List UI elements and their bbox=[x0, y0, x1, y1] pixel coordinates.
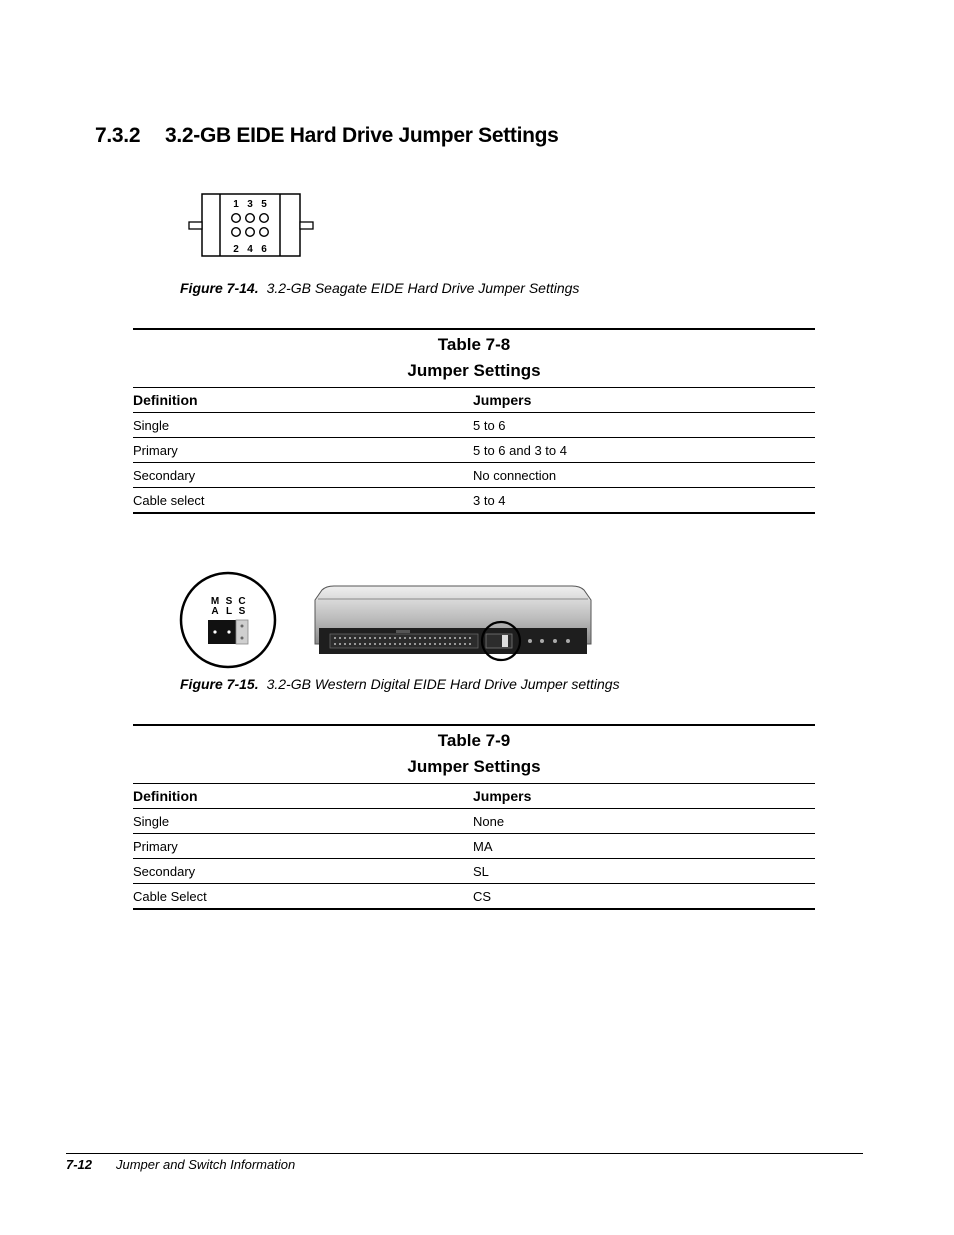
hard-drive-rear-view bbox=[312, 584, 594, 666]
jumper-pin bbox=[232, 214, 241, 223]
jumper-pin bbox=[227, 630, 230, 633]
jumpers-cell: No connection bbox=[473, 463, 815, 488]
jumper-settings-table bbox=[133, 724, 815, 910]
jumper-pin bbox=[241, 625, 244, 628]
jumper-pin bbox=[246, 214, 255, 223]
table-title: Jumper Settings bbox=[407, 757, 541, 776]
definition-cell: Single bbox=[133, 413, 473, 438]
pin-number-label: 5 bbox=[261, 199, 267, 210]
pin-number-label: 6 bbox=[261, 244, 267, 255]
jumpers-cell: CS bbox=[473, 884, 815, 910]
ide-connector bbox=[330, 634, 478, 648]
table-number: Table 7-8 bbox=[437, 335, 511, 354]
definition-cell: Primary bbox=[133, 438, 473, 463]
jumper-settings-table bbox=[133, 328, 815, 514]
section-title: 3.2-GB EIDE Hard Drive Jumper Settings bbox=[165, 124, 559, 147]
figure-caption bbox=[180, 676, 620, 692]
jumper-label: C bbox=[238, 596, 246, 607]
jumpers-cell: 5 to 6 bbox=[473, 413, 815, 438]
section-heading bbox=[95, 124, 559, 148]
table-caption bbox=[133, 724, 815, 783]
column-header-jumpers: Jumpers bbox=[473, 784, 815, 809]
figure-label: Figure 7-15. bbox=[180, 676, 259, 692]
jumper-pin bbox=[260, 214, 269, 223]
definition-cell: Cable select bbox=[133, 488, 473, 514]
column-header-definition: Definition bbox=[133, 784, 473, 809]
seagate-jumper-diagram bbox=[186, 191, 320, 259]
jumper-label: S bbox=[225, 596, 233, 607]
definition-cell: Secondary bbox=[133, 859, 473, 884]
jumpers-cell: MA bbox=[473, 834, 815, 859]
connector-tab-left bbox=[189, 222, 202, 229]
table-row bbox=[133, 809, 815, 834]
page-number: 7-12 bbox=[66, 1157, 93, 1172]
jumper-pin bbox=[241, 637, 244, 640]
jumper-shunt bbox=[502, 635, 508, 647]
definition-cell: Cable Select bbox=[133, 884, 473, 910]
jumpers-cell: None bbox=[473, 809, 815, 834]
table-row bbox=[133, 463, 815, 488]
column-header-definition: Definition bbox=[133, 388, 473, 413]
jumper-label: A bbox=[211, 606, 219, 617]
table-row bbox=[133, 488, 815, 514]
pin-number-label: 1 bbox=[233, 199, 239, 210]
page-footer bbox=[66, 1157, 295, 1172]
jumper-pin bbox=[213, 630, 216, 633]
open-pin-column bbox=[236, 620, 248, 644]
definition-cell: Single bbox=[133, 809, 473, 834]
connector-key bbox=[396, 630, 410, 633]
table-row bbox=[133, 413, 815, 438]
pin-number-label: 2 bbox=[233, 244, 239, 255]
table-number: Table 7-9 bbox=[437, 731, 511, 750]
pin-number-label: 4 bbox=[247, 244, 253, 255]
chapter-title: Jumper and Switch Information bbox=[116, 1157, 296, 1172]
figure-label: Figure 7-14. bbox=[180, 280, 259, 296]
table-header-row bbox=[133, 784, 815, 809]
definition-cell: Secondary bbox=[133, 463, 473, 488]
figure-caption-text: 3.2-GB Western Digital EIDE Hard Drive Jumper settings bbox=[266, 676, 620, 692]
column-header-jumpers: Jumpers bbox=[473, 388, 815, 413]
power-pin bbox=[540, 639, 544, 643]
power-pin bbox=[566, 639, 570, 643]
jumper-pin bbox=[232, 228, 241, 237]
jumpers-cell: SL bbox=[473, 859, 815, 884]
figure-caption bbox=[180, 280, 579, 296]
jumper-shunt bbox=[208, 620, 236, 644]
jumper-pin bbox=[260, 228, 269, 237]
jumpers-cell: 5 to 6 and 3 to 4 bbox=[473, 438, 815, 463]
definition-cell: Primary bbox=[133, 834, 473, 859]
power-pin bbox=[528, 639, 532, 643]
jumper-pin bbox=[246, 228, 255, 237]
table-header-row bbox=[133, 388, 815, 413]
figure-caption-text: 3.2-GB Seagate EIDE Hard Drive Jumper Settings bbox=[266, 280, 580, 296]
jumpers-cell: 3 to 4 bbox=[473, 488, 815, 514]
western-digital-jumper-callout bbox=[178, 570, 280, 672]
jumper-label: M bbox=[210, 596, 220, 607]
pin-number-label: 3 bbox=[247, 199, 253, 210]
power-pin bbox=[553, 639, 557, 643]
connector-tab-right bbox=[300, 222, 313, 229]
table-row bbox=[133, 834, 815, 859]
table-row bbox=[133, 859, 815, 884]
jumper-header bbox=[486, 634, 512, 648]
section-number: 7.3.2 bbox=[95, 124, 141, 147]
jumper-label: S bbox=[238, 606, 246, 617]
table-caption bbox=[133, 328, 815, 387]
table-title: Jumper Settings bbox=[407, 361, 541, 380]
footer-rule bbox=[66, 1153, 863, 1154]
jumper-label: L bbox=[225, 606, 233, 617]
table-row bbox=[133, 884, 815, 910]
table-row bbox=[133, 438, 815, 463]
